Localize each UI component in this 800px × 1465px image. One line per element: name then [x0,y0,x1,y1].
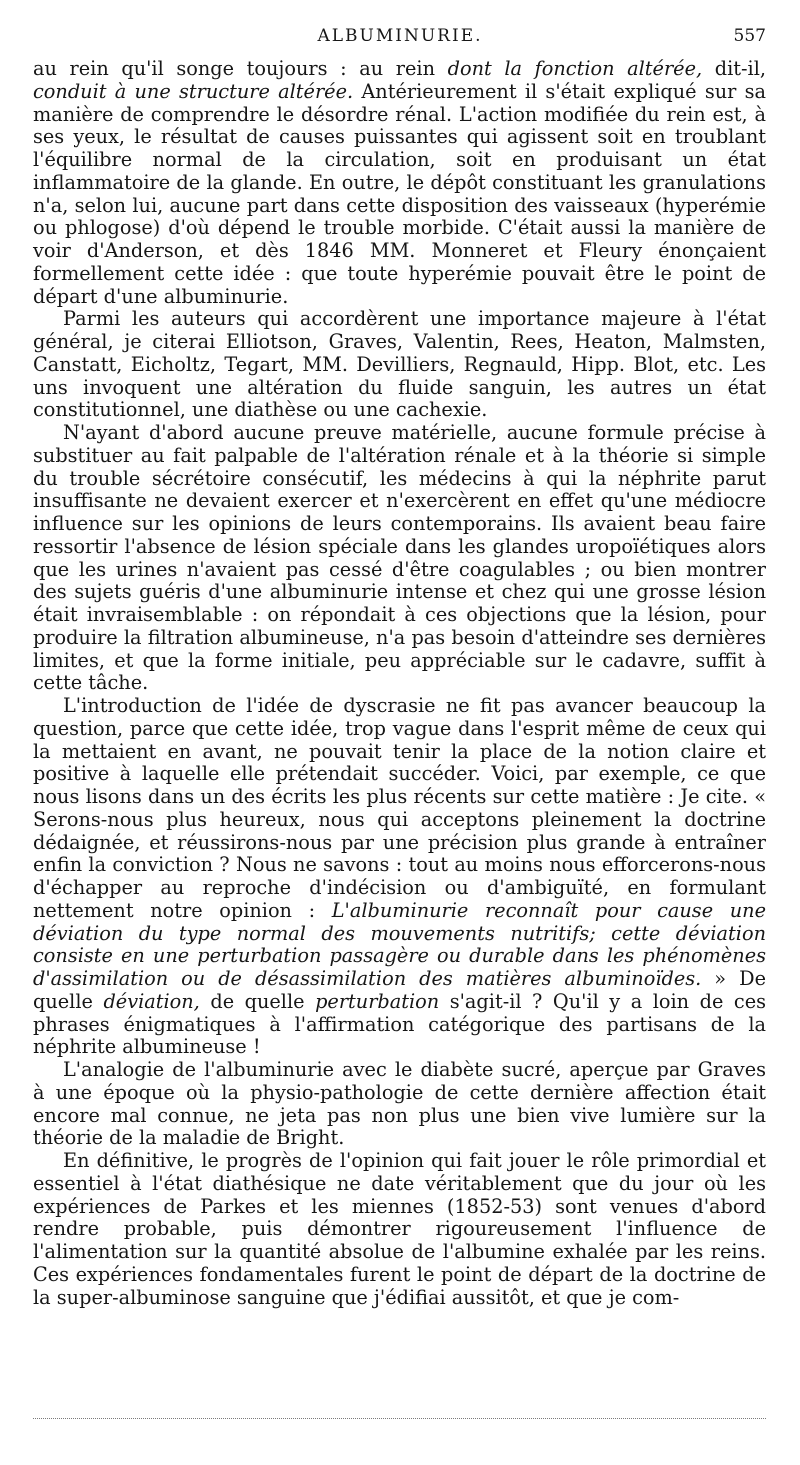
italic-text: déviation, [103,989,200,1013]
paragraph [33,422,766,695]
italic-text: dont la fonction altérée, [447,57,703,80]
text-run: Parmi les auteurs qui accordèrent une importance majeure à l'état général, je citerai Elliotson, Graves, Valentin, Rees, Heaton, Malmsten, Canstatt, Eicholtz, Tegart, MM. Devilliers, Regnauld, Hipp. Blot, etc. Les uns invoquent une altération du fluide sanguin, les autres un état constitutionnel, une diathèse ou une cachexie. [33,307,766,422]
italic-text: perturbation [315,989,440,1013]
text-run: L'analogie de l'albuminurie avec le diabète sucré, aperçue par Graves à une époque où la physio-pathologie de cette dernière affection était encore mal connue, ne jeta pas non plus une bien vive lumière sur la théorie de la maladie de Bright. [33,1058,766,1150]
paragraph [33,308,766,422]
page-number: 557 [733,26,766,46]
italic-text: L'albuminurie reconnaît pour cause une déviation du type normal des mouvements nutritifs; cette déviation consiste en une perturbation passagère ou durable dans les phénomènes d'assimilation ou de désassimilation des matières albuminoïdes. [33,898,766,990]
text-run: dit-il, [702,57,766,80]
paragraph [33,1059,766,1150]
text-run: de quelle [199,989,316,1013]
paragraph [33,58,766,308]
text-run: » De quelle [33,967,766,1013]
dotted-rule [33,1418,766,1422]
text-run: au rein qu'il songe toujours : au rein [33,57,448,80]
paragraph [33,1150,766,1309]
page-header [0,26,800,52]
text-run: En définitive, le progrès de l'opinion qui fait jouer le rôle primordial et essentiel à l'état diathésique ne date véritablement que du jour où les expériences de Parkes et les miennes (1852-53) sont venues d'abord rendre probable, puis démontrer rigoureusement l'influence de l'alimentation sur la quantité absolue de l'albumine exhalée par les reins. Ces expériences fondamentales furent le point de départ de la doctrine de la super-albuminose sanguine que j'édifiai aussitôt, et que je com- [33,1149,766,1309]
paragraph [33,695,766,1059]
body-text [33,58,766,1309]
text-run: N'ayant d'abord aucune preuve matérielle, aucune formule précise à substituer au fait palpable de l'altération rénale et à la théorie si simple du trouble sécrétoire consécutif, les médecins à qui la néphrite parut insuffisante ne devaient exercer et n'exercèrent en effet qu'une médiocre influence sur les opinions de leurs contemporains. Ils avaient beau faire ressortir l'absence de lésion spéciale dans les glandes uropoïétiques alors que les urines n'avaient pas cessé d'être coagulables ; ou bien montrer des sujets guéris d'une albuminurie intense et chez qui une grosse lésion était invraisemblable : on répondait à ces objections que la lésion, pour produire la filtration albumineuse, n'a pas besoin d'atteindre ses dernières limites, et que la forme initiale, peu appréciable sur le cadavre, suffit à cette tâche. [33,421,766,695]
text-run: Antérieurement il s'était expliqué sur sa manière de comprendre le désordre rénal. L'action modifiée du rein est, à ses yeux, le résultat de causes puissantes qui agissent soit en troublant l'équilibre normal de la circulation, soit en produisant un état inflammatoire de la glande. En outre, le dépôt constituant les granulations n'a, selon lui, aucune part dans cette disposition des vaisseaux (hyperémie ou phlogose) d'où dépend le trouble morbide. C'était aussi la manière de voir d'Anderson, et dès 1846 MM. Monneret et Fleury énonçaient formellement cette idée : que toute hyperémie pouvait être le point de départ d'une albuminurie. [33,79,766,308]
text-run: s'agit-il ? Qu'il y a loin de ces phrases énigmatiques à l'affirmation catégorique des partisans de la néphrite albumineuse ! [33,989,766,1059]
text-run: L'introduction de l'idée de dyscrasie ne fit pas avancer beaucoup la question, parce que cette idée, trop vague dans l'esprit même de ceux qui la mettaient en avant, ne pouvait tenir la place de la notion claire et positive à laquelle elle prétendait succéder. Voici, par exemple, ce que nous lisons dans un des écrits les plus récents sur cette matière : Je cite. « Serons-nous plus heureux, nous qui acceptons pleinement la doctrine dédaignée, et réussirons-nous par une précision plus grande à entraîner enfin la conviction ? Nous ne savons : tout au moins nous efforcerons-nous d'échapper au reproche d'indécision ou d'ambiguïté, en formulant nettement notre opinion : [33,694,766,922]
italic-text: conduit à une structure altérée. [33,79,354,103]
running-head: ALBUMINURIE. [317,26,483,46]
